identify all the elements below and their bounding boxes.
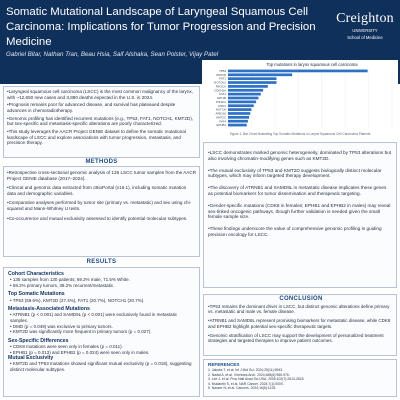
chart-bar: [228, 70, 368, 73]
results-line: • 135 samples from 130 patients; 69.2% male, 71.5% White.: [10, 277, 130, 283]
logo-subtitle: UNIVERSITY: [352, 28, 378, 33]
university-logo: [334, 11, 396, 40]
chart-bar: [228, 108, 251, 111]
results-subheading: Metastasis-Associated Mutations: [8, 306, 90, 313]
methods-bullet-4: •Co-occurrence and mutual exclusivity assessed to identify potential molecular subtypes.: [7, 215, 188, 221]
reference-item: 5. Nasser N, et al. Cancers. 2024;16(6):1125.: [208, 386, 277, 391]
methods-bullet-1: •Retrospective cross-sectional genomic analysis of 135 LSCC tumor samples from the AACR Project GENIE database (2017–2024).: [7, 170, 197, 181]
results-subheading: Mutual Exclusivity: [8, 355, 54, 362]
chart-bar: [228, 112, 250, 115]
chart-category-label: LRP1B: [216, 96, 226, 101]
mutation-bar-chart: [202, 60, 398, 130]
results-subheading: Cohort Characteristics: [8, 271, 64, 277]
results-line: • KMT2D and TP53 mutations showed significant mutual exclusivity (p = 0.018), suggesting distinct molecular subtypes.: [10, 361, 192, 372]
methods-heading: METHODS: [85, 159, 118, 165]
reference-item: 2. Nadal A, et al. Virchows Arch. 2024;485(6):965-976.: [208, 372, 290, 377]
methods-bullet-2: •Clinical and genomic data extracted from cBioPortal (v16.1), including somatic mutation data and demographic variables.: [7, 185, 187, 196]
chart-bar: [228, 73, 292, 76]
discussion-bullet-3: •The discovery of ATRNB1 and SAMD9L in metastatic disease implicates these genes as potential biomarkers for tumor dissemination and therapeutic targeting.: [208, 185, 387, 196]
reference-item: 4. Mudambi S, et al. NAR Cancer. 2024;7(1):0000.: [208, 381, 284, 386]
chart-category-label: EPHB1: [216, 123, 226, 128]
results-line: • EPHB1 (p = 0.013) and EPHB2 (p = 0.024) were seen only in males.: [10, 349, 150, 355]
chart-category-label: NOTCH1: [214, 80, 226, 85]
chart-bar: [228, 93, 261, 96]
chart-bar: [228, 101, 256, 104]
discussion-bullet-1: •LSCC demonstrates marked genomic heterogeneity, dominated by TP53 alterations but also involving chromatin-modifying genes such as KMT2D.: [208, 150, 392, 161]
discussion-bullet-4: •Gender-specific mutations (CDK8 in females; EPHB1 and EPHB2 in males) may reveal sex-linked oncogenic pathways, though further validation is needed given the small female sample size.: [208, 202, 391, 220]
chart-svg: [202, 60, 398, 130]
poster-title: Somatic Mutational Landscape of Laryngeal Squamous Cell Carcinoma: Implications for Tumor Progression and Precision Medicine: [6, 6, 316, 48]
intro-bullet-4: •This study leverages the AACR Project GENIE dataset to define the somatic mutational landscape of LSCC and explore associations with tumor progression, metastasis, and precision therapy.: [7, 129, 186, 146]
results-subheading: Sex-Specific Differences: [8, 337, 69, 344]
intro-bullet-2: •Prognosis remains poor for advanced disease, and survival has plateaued despite advances in chemoradiotherapy.: [7, 102, 176, 113]
conclusion-bullet-2: •ATRNB1 and SAMD9L represent promising biomarkers for metastatic disease, while CDK8 and EPHB2 highlight potential sex-specific therapeutic targets.: [208, 318, 391, 329]
conclusion-heading: CONCLUSION: [279, 296, 323, 302]
chart-category-label: FAT4: [219, 119, 226, 124]
chart-bar: [228, 89, 263, 92]
results-line: • 59.2% primary tumors, 39.2% recurrent/metastatic.: [10, 282, 115, 288]
chart-category-label: PIK3CA: [215, 84, 226, 89]
chart-category-label: NOTCH: [215, 107, 226, 112]
conclusion-section: [203, 294, 397, 356]
chart-title: Top mutations in larynx squamous cell carcinoma: [266, 62, 358, 67]
chart-bar: [228, 85, 268, 88]
chart-bar: [228, 104, 254, 107]
methods-bullet-3: •Comparative analyses performed by tumor site (primary vs. metastatic) and sex using chi-squared and Mann-Whitney U tests.: [7, 200, 192, 211]
chart-caption: Figure 1. Bar Chart Illustrating Top Somatic Mutations in Larynx Squamous Cell Carcinoma Patients: [229, 132, 371, 136]
chart-category-label: FAT1: [219, 92, 226, 97]
logo-name: Creighton: [336, 11, 394, 26]
results-subheading: Top Somatic Mutations: [8, 291, 65, 298]
results-line: • KMT2D was significantly more frequent in primary tumors (p = 0.027).: [10, 329, 152, 335]
chart-category-label: PIK3C2: [216, 99, 226, 104]
chart-category-label: KMT2C: [216, 115, 226, 120]
references-heading: REFERENCES: [208, 362, 240, 367]
chart-bar: [228, 97, 258, 100]
chart-bar: [228, 81, 276, 84]
results-section: [3, 267, 200, 397]
chart-category-label: NSD1: [218, 103, 226, 108]
results-line: • ATRNB1 (p < 0.001) and SAMD9L (p < 0.001) were exclusively found in metastatic samples.: [10, 312, 178, 323]
results-line: • DMD (p = 0.049) was exclusive to primary tumors.: [10, 323, 113, 329]
poster-authors: Gabriel Bitar, Nathan Tran, Beau Hsia, Saif Alshaka, Sean Polster, Vijay Patel: [6, 51, 219, 58]
intro-bullet-3: •Genomic profiling has identified recurrent mutations (e.g., TP53, FAT1, NOTCH1, KMT2D), but sex-specific and metastasis-specific alterations are poorly characterized.: [7, 115, 194, 127]
chart-bars: [228, 70, 368, 127]
results-line: • CDK8 mutations were seen only in females (p = 0.011).: [10, 343, 123, 349]
methods-section: [3, 166, 200, 257]
chart-labels: [214, 69, 226, 127]
discussion-bullet-5: •These findings underscore the value of comprehensive genomic profiling in guiding precision oncology for LSCC.: [208, 226, 382, 237]
conclusion-bullet-3: •Genomic stratification of LSCC may support the development of personalized treatment strategies and targeted therapies to improve patient outcomes.: [208, 332, 384, 344]
chart-category-label: TP53: [219, 69, 226, 74]
conclusion-bullet-1: •TP53 remains the dominant driver in LSCC, but distinct genomic alterations define primary vs. metastatic and male vs. female disease.: [208, 304, 390, 315]
chart-category-label: CDKN2A: [214, 88, 226, 93]
chart-category-label: KMT2D: [216, 72, 226, 77]
results-heading: RESULTS: [86, 259, 117, 265]
chart-bar: [228, 124, 247, 127]
chart-bar: [228, 116, 249, 119]
discussion-bullet-2: •The mutual exclusivity of TP53 and KMT2D suggests biologically distinct molecular subtypes, which may inform targeted therapy development.: [208, 167, 382, 179]
discussion-section: [203, 142, 397, 288]
chart-bar: [228, 120, 248, 123]
reference-item: 1. Jakobs T, et al. Int J Mol Sci. 2024;25(11):5943.: [208, 368, 284, 372]
chart-category-label: ARID1A: [215, 111, 226, 116]
logo-school: School of Medicine: [347, 35, 383, 40]
references-section: [203, 359, 397, 397]
results-line: • TP53 (59.6%), KMT2D (27.4%), FAT1 (20.7%), NOTCH1 (20.7%).: [10, 297, 145, 303]
introduction-section: [3, 86, 200, 158]
chart-bar: [228, 77, 276, 80]
reference-item: 3. Lee J, et al. Proc Natl Acad Sci USA. 2005;102(7):2613-2618.: [208, 377, 305, 382]
intro-bullet-1: •Laryngeal squamous cell carcinoma (LSCC) is the most common malignancy of the larynx, with ~12,650 new cases and 3,880 deaths expected in the U.S. in 2024.: [7, 89, 193, 100]
chart-category-label: FAT1: [219, 76, 226, 81]
